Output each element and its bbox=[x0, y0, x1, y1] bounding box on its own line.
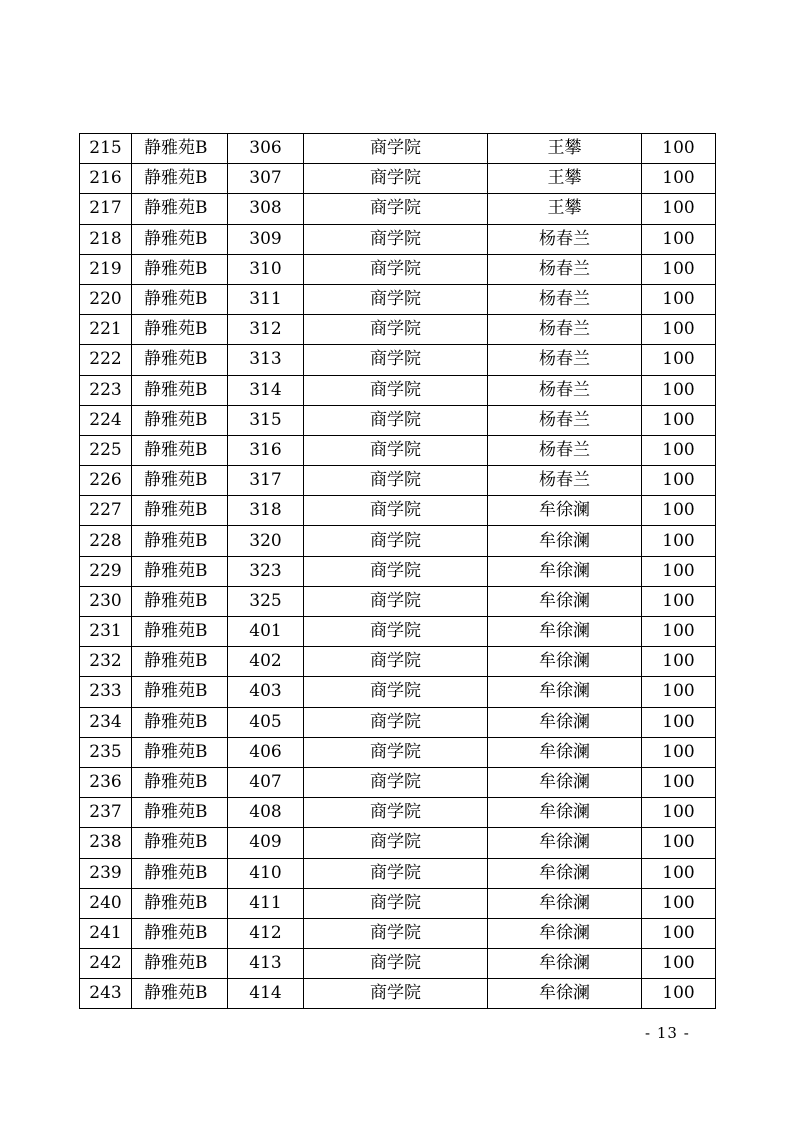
row-index-cell: 231 bbox=[80, 617, 132, 647]
room-number-cell: 307 bbox=[228, 164, 304, 194]
room-number-cell: 406 bbox=[228, 737, 304, 767]
college-cell: 商学院 bbox=[304, 707, 488, 737]
score-cell: 100 bbox=[642, 375, 716, 405]
score-cell: 100 bbox=[642, 194, 716, 224]
table-row bbox=[80, 888, 716, 918]
row-index-cell: 216 bbox=[80, 164, 132, 194]
building-cell: 静雅苑B bbox=[132, 405, 228, 435]
page-number: - 13 - bbox=[645, 1024, 690, 1042]
college-cell: 商学院 bbox=[304, 617, 488, 647]
room-number-cell: 316 bbox=[228, 435, 304, 465]
score-cell: 100 bbox=[642, 284, 716, 314]
row-index-cell: 235 bbox=[80, 737, 132, 767]
table-body bbox=[80, 134, 716, 1009]
building-cell: 静雅苑B bbox=[132, 435, 228, 465]
college-cell: 商学院 bbox=[304, 164, 488, 194]
college-cell: 商学院 bbox=[304, 677, 488, 707]
room-number-cell: 408 bbox=[228, 798, 304, 828]
room-number-cell: 403 bbox=[228, 677, 304, 707]
row-index-cell: 218 bbox=[80, 224, 132, 254]
room-number-cell: 318 bbox=[228, 496, 304, 526]
score-cell: 100 bbox=[642, 405, 716, 435]
table-row bbox=[80, 647, 716, 677]
building-cell: 静雅苑B bbox=[132, 918, 228, 948]
row-index-cell: 242 bbox=[80, 949, 132, 979]
table-row bbox=[80, 224, 716, 254]
table-row bbox=[80, 315, 716, 345]
row-index-cell: 219 bbox=[80, 254, 132, 284]
row-index-cell: 243 bbox=[80, 979, 132, 1009]
room-number-cell: 323 bbox=[228, 556, 304, 586]
row-index-cell: 226 bbox=[80, 466, 132, 496]
building-cell: 静雅苑B bbox=[132, 134, 228, 164]
counselor-cell: 杨春兰 bbox=[488, 466, 642, 496]
score-cell: 100 bbox=[642, 918, 716, 948]
table-row bbox=[80, 949, 716, 979]
room-number-cell: 313 bbox=[228, 345, 304, 375]
row-index-cell: 236 bbox=[80, 767, 132, 797]
table-row bbox=[80, 134, 716, 164]
counselor-cell: 牟徐澜 bbox=[488, 918, 642, 948]
room-number-cell: 407 bbox=[228, 767, 304, 797]
score-cell: 100 bbox=[642, 345, 716, 375]
room-number-cell: 320 bbox=[228, 526, 304, 556]
counselor-cell: 杨春兰 bbox=[488, 345, 642, 375]
building-cell: 静雅苑B bbox=[132, 617, 228, 647]
college-cell: 商学院 bbox=[304, 979, 488, 1009]
building-cell: 静雅苑B bbox=[132, 767, 228, 797]
row-index-cell: 223 bbox=[80, 375, 132, 405]
counselor-cell: 牟徐澜 bbox=[488, 828, 642, 858]
row-index-cell: 217 bbox=[80, 194, 132, 224]
college-cell: 商学院 bbox=[304, 435, 488, 465]
score-cell: 100 bbox=[642, 435, 716, 465]
counselor-cell: 牟徐澜 bbox=[488, 888, 642, 918]
row-index-cell: 240 bbox=[80, 888, 132, 918]
room-number-cell: 310 bbox=[228, 254, 304, 284]
counselor-cell: 杨春兰 bbox=[488, 224, 642, 254]
building-cell: 静雅苑B bbox=[132, 556, 228, 586]
table-row bbox=[80, 918, 716, 948]
building-cell: 静雅苑B bbox=[132, 798, 228, 828]
dormitory-score-table bbox=[79, 133, 716, 1009]
counselor-cell: 王攀 bbox=[488, 134, 642, 164]
score-cell: 100 bbox=[642, 707, 716, 737]
room-number-cell: 314 bbox=[228, 375, 304, 405]
college-cell: 商学院 bbox=[304, 375, 488, 405]
table-row bbox=[80, 496, 716, 526]
college-cell: 商学院 bbox=[304, 858, 488, 888]
dormitory-score-table-container bbox=[79, 133, 715, 1009]
counselor-cell: 牟徐澜 bbox=[488, 556, 642, 586]
college-cell: 商学院 bbox=[304, 798, 488, 828]
room-number-cell: 317 bbox=[228, 466, 304, 496]
counselor-cell: 牟徐澜 bbox=[488, 496, 642, 526]
building-cell: 静雅苑B bbox=[132, 466, 228, 496]
room-number-cell: 309 bbox=[228, 224, 304, 254]
table-row bbox=[80, 979, 716, 1009]
room-number-cell: 409 bbox=[228, 828, 304, 858]
row-index-cell: 238 bbox=[80, 828, 132, 858]
table-row bbox=[80, 737, 716, 767]
building-cell: 静雅苑B bbox=[132, 496, 228, 526]
score-cell: 100 bbox=[642, 466, 716, 496]
room-number-cell: 414 bbox=[228, 979, 304, 1009]
score-cell: 100 bbox=[642, 496, 716, 526]
counselor-cell: 杨春兰 bbox=[488, 315, 642, 345]
row-index-cell: 220 bbox=[80, 284, 132, 314]
building-cell: 静雅苑B bbox=[132, 647, 228, 677]
building-cell: 静雅苑B bbox=[132, 315, 228, 345]
row-index-cell: 227 bbox=[80, 496, 132, 526]
row-index-cell: 241 bbox=[80, 918, 132, 948]
college-cell: 商学院 bbox=[304, 586, 488, 616]
counselor-cell: 牟徐澜 bbox=[488, 767, 642, 797]
room-number-cell: 411 bbox=[228, 888, 304, 918]
building-cell: 静雅苑B bbox=[132, 707, 228, 737]
row-index-cell: 239 bbox=[80, 858, 132, 888]
college-cell: 商学院 bbox=[304, 647, 488, 677]
score-cell: 100 bbox=[642, 254, 716, 284]
counselor-cell: 杨春兰 bbox=[488, 375, 642, 405]
row-index-cell: 224 bbox=[80, 405, 132, 435]
counselor-cell: 杨春兰 bbox=[488, 284, 642, 314]
table-row bbox=[80, 435, 716, 465]
room-number-cell: 405 bbox=[228, 707, 304, 737]
counselor-cell: 牟徐澜 bbox=[488, 798, 642, 828]
college-cell: 商学院 bbox=[304, 284, 488, 314]
room-number-cell: 306 bbox=[228, 134, 304, 164]
counselor-cell: 牟徐澜 bbox=[488, 586, 642, 616]
score-cell: 100 bbox=[642, 586, 716, 616]
counselor-cell: 杨春兰 bbox=[488, 405, 642, 435]
row-index-cell: 232 bbox=[80, 647, 132, 677]
table-row bbox=[80, 194, 716, 224]
row-index-cell: 237 bbox=[80, 798, 132, 828]
row-index-cell: 233 bbox=[80, 677, 132, 707]
table-row bbox=[80, 164, 716, 194]
table-row bbox=[80, 345, 716, 375]
building-cell: 静雅苑B bbox=[132, 888, 228, 918]
score-cell: 100 bbox=[642, 526, 716, 556]
room-number-cell: 312 bbox=[228, 315, 304, 345]
score-cell: 100 bbox=[642, 315, 716, 345]
counselor-cell: 牟徐澜 bbox=[488, 526, 642, 556]
table-row bbox=[80, 586, 716, 616]
college-cell: 商学院 bbox=[304, 194, 488, 224]
counselor-cell: 王攀 bbox=[488, 164, 642, 194]
counselor-cell: 牟徐澜 bbox=[488, 617, 642, 647]
college-cell: 商学院 bbox=[304, 767, 488, 797]
row-index-cell: 228 bbox=[80, 526, 132, 556]
building-cell: 静雅苑B bbox=[132, 254, 228, 284]
counselor-cell: 牟徐澜 bbox=[488, 737, 642, 767]
building-cell: 静雅苑B bbox=[132, 979, 228, 1009]
table-row bbox=[80, 405, 716, 435]
college-cell: 商学院 bbox=[304, 556, 488, 586]
row-index-cell: 215 bbox=[80, 134, 132, 164]
building-cell: 静雅苑B bbox=[132, 586, 228, 616]
building-cell: 静雅苑B bbox=[132, 224, 228, 254]
score-cell: 100 bbox=[642, 647, 716, 677]
score-cell: 100 bbox=[642, 556, 716, 586]
score-cell: 100 bbox=[642, 677, 716, 707]
counselor-cell: 牟徐澜 bbox=[488, 647, 642, 677]
score-cell: 100 bbox=[642, 737, 716, 767]
building-cell: 静雅苑B bbox=[132, 284, 228, 314]
table-row bbox=[80, 707, 716, 737]
table-row bbox=[80, 556, 716, 586]
row-index-cell: 225 bbox=[80, 435, 132, 465]
college-cell: 商学院 bbox=[304, 466, 488, 496]
row-index-cell: 221 bbox=[80, 315, 132, 345]
table-row bbox=[80, 798, 716, 828]
table-row bbox=[80, 254, 716, 284]
counselor-cell: 杨春兰 bbox=[488, 254, 642, 284]
room-number-cell: 402 bbox=[228, 647, 304, 677]
row-index-cell: 222 bbox=[80, 345, 132, 375]
college-cell: 商学院 bbox=[304, 526, 488, 556]
table-row bbox=[80, 617, 716, 647]
counselor-cell: 王攀 bbox=[488, 194, 642, 224]
table-row bbox=[80, 526, 716, 556]
building-cell: 静雅苑B bbox=[132, 194, 228, 224]
score-cell: 100 bbox=[642, 949, 716, 979]
score-cell: 100 bbox=[642, 134, 716, 164]
table-row bbox=[80, 466, 716, 496]
room-number-cell: 410 bbox=[228, 858, 304, 888]
counselor-cell: 杨春兰 bbox=[488, 435, 642, 465]
room-number-cell: 311 bbox=[228, 284, 304, 314]
room-number-cell: 308 bbox=[228, 194, 304, 224]
row-index-cell: 234 bbox=[80, 707, 132, 737]
table-row bbox=[80, 767, 716, 797]
row-index-cell: 229 bbox=[80, 556, 132, 586]
room-number-cell: 325 bbox=[228, 586, 304, 616]
college-cell: 商学院 bbox=[304, 224, 488, 254]
building-cell: 静雅苑B bbox=[132, 949, 228, 979]
score-cell: 100 bbox=[642, 617, 716, 647]
building-cell: 静雅苑B bbox=[132, 164, 228, 194]
row-index-cell: 230 bbox=[80, 586, 132, 616]
score-cell: 100 bbox=[642, 858, 716, 888]
score-cell: 100 bbox=[642, 164, 716, 194]
college-cell: 商学院 bbox=[304, 828, 488, 858]
college-cell: 商学院 bbox=[304, 315, 488, 345]
college-cell: 商学院 bbox=[304, 496, 488, 526]
college-cell: 商学院 bbox=[304, 949, 488, 979]
score-cell: 100 bbox=[642, 767, 716, 797]
college-cell: 商学院 bbox=[304, 254, 488, 284]
room-number-cell: 413 bbox=[228, 949, 304, 979]
counselor-cell: 牟徐澜 bbox=[488, 949, 642, 979]
building-cell: 静雅苑B bbox=[132, 526, 228, 556]
score-cell: 100 bbox=[642, 979, 716, 1009]
table-row bbox=[80, 375, 716, 405]
score-cell: 100 bbox=[642, 888, 716, 918]
room-number-cell: 401 bbox=[228, 617, 304, 647]
counselor-cell: 牟徐澜 bbox=[488, 979, 642, 1009]
college-cell: 商学院 bbox=[304, 405, 488, 435]
college-cell: 商学院 bbox=[304, 888, 488, 918]
building-cell: 静雅苑B bbox=[132, 345, 228, 375]
room-number-cell: 315 bbox=[228, 405, 304, 435]
score-cell: 100 bbox=[642, 224, 716, 254]
counselor-cell: 牟徐澜 bbox=[488, 677, 642, 707]
counselor-cell: 牟徐澜 bbox=[488, 707, 642, 737]
building-cell: 静雅苑B bbox=[132, 828, 228, 858]
building-cell: 静雅苑B bbox=[132, 737, 228, 767]
table-row bbox=[80, 828, 716, 858]
college-cell: 商学院 bbox=[304, 737, 488, 767]
building-cell: 静雅苑B bbox=[132, 375, 228, 405]
counselor-cell: 牟徐澜 bbox=[488, 858, 642, 888]
college-cell: 商学院 bbox=[304, 345, 488, 375]
score-cell: 100 bbox=[642, 798, 716, 828]
table-row bbox=[80, 858, 716, 888]
score-cell: 100 bbox=[642, 828, 716, 858]
table-row bbox=[80, 677, 716, 707]
room-number-cell: 412 bbox=[228, 918, 304, 948]
building-cell: 静雅苑B bbox=[132, 858, 228, 888]
college-cell: 商学院 bbox=[304, 134, 488, 164]
building-cell: 静雅苑B bbox=[132, 677, 228, 707]
table-row bbox=[80, 284, 716, 314]
college-cell: 商学院 bbox=[304, 918, 488, 948]
